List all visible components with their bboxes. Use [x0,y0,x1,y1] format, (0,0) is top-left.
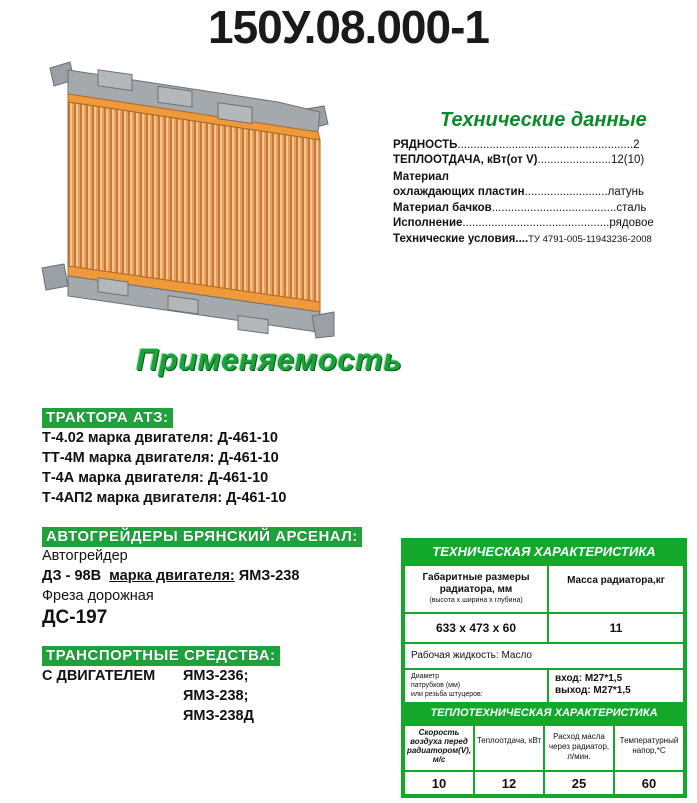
vehicle-engine: ЯМЗ-238; [183,688,249,704]
thread-value-cell: вход: М27*1,5 выход: М27*1,5 [549,670,683,702]
applicability-heading: Применяемость [136,342,403,377]
part-number-title: 150У.08.000-1 [208,1,489,53]
group-title-vehicles: ТРАНСПОРТНЫЕ СРЕДСТВА: [42,646,280,666]
vehicle-engine: ЯМЗ-238Д [183,708,254,724]
mill-label: Фреза дорожная [42,588,154,604]
dims-value: 633 х 473 х 60 [405,614,547,642]
thermal-header: ТЕПЛОТЕХНИЧЕСКАЯ ХАРАКТЕРИСТИКА [430,707,658,719]
spec-row-heat: ТЕПЛООТДАЧА, кВт(от V).......................12(10) [393,154,645,166]
tractor-line: ТТ-4М марка двигателя: Д-461-10 [42,450,279,466]
radiator-illustration [28,40,348,350]
spec-table [401,538,687,798]
grader-label: Автогрейдер [42,548,128,564]
mill-model: ДС-197 [42,607,108,628]
val-oil-flow: 25 [545,772,613,794]
spec-row-rows: РЯДНОСТЬ.......................................................2 [393,139,640,151]
spec-row-standard: Технические условия....ТУ 4791-005-11943236-2008 [393,233,652,245]
col-air-speed: Скорость воздуха перед радиатором(V), м/с [405,726,473,770]
val-heat: 12 [475,772,543,794]
col-oil-flow: Расход масла через радиатор, л/мин. [545,726,613,770]
spec-row-plates: охлаждающих пластин..........................латунь [393,186,644,198]
vehicle-engine-prefix: С ДВИГАТЕЛЕМ [42,668,156,684]
tech-data-heading: Технические данные [440,109,647,131]
vehicle-engine: ЯМЗ-236; [183,668,249,684]
spec-table-header: ТЕХНИЧЕСКАЯ ХАРАКТЕРИСТИКА [432,544,656,559]
mass-value: 11 [549,614,683,642]
grader-model-line: ДЗ - 98В марка двигателя: ЯМЗ-238 [42,568,300,584]
spec-row-material: Материал [393,171,449,183]
col-temp: Температурный напор,*С [615,726,683,770]
tractor-line: Т-4.02 марка двигателя: Д-461-10 [42,430,278,446]
spec-row-tanks: Материал бачков.......................................сталь [393,202,647,214]
group-title-graders: АВТОГРЕЙДЕРЫ БРЯНСКИЙ АРСЕНАЛ: [42,527,362,547]
col-heat: Теплоотдача, кВт [475,726,543,770]
fluid-cell: Рабочая жидкость: Масло [405,644,683,668]
thread-label-cell: Диаметр патрубков (мм) или резьба штуцеров: [405,670,547,702]
spec-row-version: Исполнение..............................................рядовое [393,217,654,229]
tractor-line: Т-4А марка двигателя: Д-461-10 [42,470,269,486]
group-title-tractors: ТРАКТОРА АТЗ: [42,408,173,428]
tractor-line: Т-4АП2 марка двигателя: Д-461-10 [42,490,287,506]
mass-header-cell: Масса радиатора,кг [549,566,683,612]
val-temp: 60 [615,772,683,794]
val-air-speed: 10 [405,772,473,794]
dims-header-cell: Габаритные размеры радиатора, мм (высота х ширина х глубина) [405,566,547,612]
